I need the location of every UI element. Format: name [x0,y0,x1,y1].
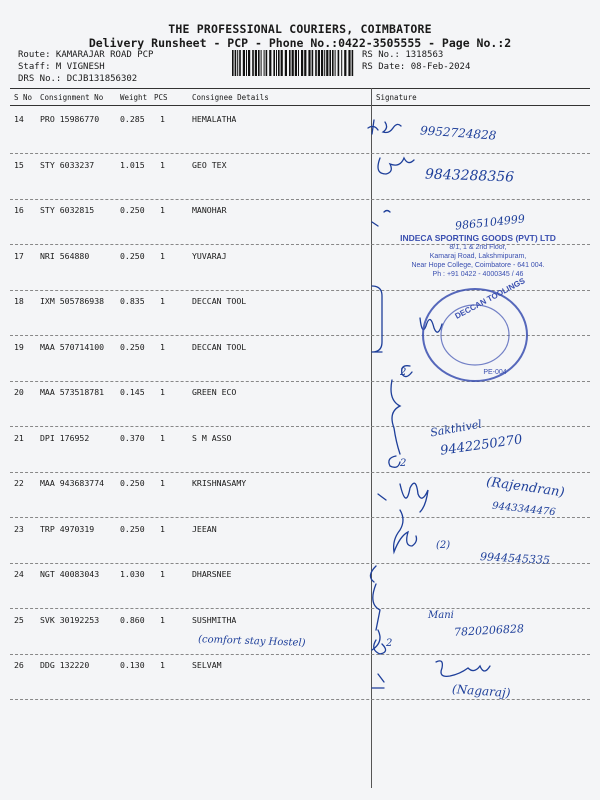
sno-cell: 19 [14,341,24,352]
hw-row21-name: Sakthivel [429,417,483,440]
hw-row25-name: Mani [428,610,454,621]
consignee-cell: MANOHAR [192,205,227,215]
stamp-address-line1: 8/1, 1 & 2nd Floor, [449,244,507,251]
sno-cell: 24 [14,569,24,579]
runsheet-subtitle: Delivery Runsheet - PCP - Phone No.:0422-3505555 - Page No.:2 [88,36,512,50]
pcs-cell: 1 [160,660,165,670]
weight-cell: 1.015 [120,159,145,170]
sno-cell: 23 [14,523,24,534]
sno-cell: 17 [14,250,24,261]
hw-row22-phone: 9443344476 [491,500,557,519]
weight-cell: 0.250 [120,523,145,534]
rs-number: RS No.: 1318563 [362,50,444,60]
consignee-cell: DHARSNEE [192,569,232,579]
consignment-cell: STY 6032815 [40,205,95,215]
consignee-cell: HEMALATHA [192,114,237,124]
weight-cell: 0.285 [120,114,145,124]
consignment-cell: PRO 15986770 [40,114,100,124]
seal-code: PE-004 [483,369,507,376]
table-top-rule [10,88,590,89]
col-header-weight: Weight [120,93,148,102]
sno-cell: 15 [14,159,24,170]
pcs-cell: 1 [160,205,165,215]
consignee-cell: YUVARAJ [192,250,227,261]
weight-cell: 0.145 [120,387,145,397]
consignee-cell: GREEN ECO [192,387,237,397]
rs-date: RS Date: 08-Feb-2024 [362,62,471,72]
sno-cell: 18 [14,296,24,306]
col-header-consignee: Consignee Details [192,93,269,102]
consignee-cell: JEEAN [192,523,217,534]
hw-row26-name: (Nagaraj) [451,681,511,701]
address-stamp [378,234,578,279]
weight-cell: 0.860 [120,614,145,625]
sno-cell: 25 [14,614,24,625]
sno-cell: 26 [14,660,24,670]
hw-row22-name: (Rajendran) [485,474,566,501]
barcode-icon [232,50,354,76]
table-header-rule [10,105,590,106]
table-row [10,563,590,609]
pcs-cell: 1 [160,341,165,352]
consignee-cell: DECCAN TOOL [192,341,247,352]
consignment-cell: NGT 40083043 [40,569,100,579]
sno-cell: 16 [14,205,24,215]
sno-cell: 14 [14,114,24,124]
staff-label: Staff: M VIGNESH [18,62,105,72]
pcs-cell: 1 [160,523,165,534]
consignee-cell: SELVAM [192,660,222,670]
consignment-cell: MAA 943683774 [40,478,105,488]
seal-company-name: DECCAN TOOLINGS [453,276,527,321]
weight-cell: 0.370 [120,432,145,443]
col-header-pcs: PCS [154,93,168,102]
consignee-cell: S M ASSO [192,432,232,443]
consignment-cell: MAA 573518781 [40,387,105,397]
pcs-cell: 1 [160,114,165,124]
stamp-address-line3: Near Hope College, Coimbatore - 641 004. [411,262,545,269]
weight-cell: 0.250 [120,205,145,215]
weight-cell: 0.130 [120,660,145,670]
weight-cell: 0.250 [120,250,145,261]
consignee-cell: KRISHNASAMY [192,478,247,488]
hw-row21-phone: 9442250270 [439,432,524,459]
hw-row20-count: 2 [400,367,407,378]
weight-cell: 0.250 [120,341,145,352]
consignee-cell: DECCAN TOOL [192,296,247,306]
pcs-cell: 1 [160,432,165,443]
stamp-address-line2: Kamaraj Road, Lakshmipuram, [429,253,527,260]
pcs-cell: 1 [160,159,165,170]
company-title: THE PROFESSIONAL COURIERS, COIMBATORE [168,22,432,36]
hw-row23-count: (2) [436,540,451,551]
consignee-cell: GEO TEX [192,159,227,170]
consignment-cell: DPI 176952 [40,432,90,443]
hw-row25-phone: 7820206828 [453,622,525,639]
col-header-consignment: Consignment No [40,93,104,102]
table-row [10,108,590,154]
sno-cell: 20 [14,387,24,397]
hw-row25-note: (comfort stay Hostel) [197,634,306,649]
hw-row15-phone: 9843288356 [424,166,515,186]
pcs-cell: 1 [160,614,165,625]
route-label: Route: KAMARAJAR ROAD PCP [18,50,154,60]
weight-cell: 0.835 [120,296,145,306]
pcs-cell: 1 [160,387,165,397]
pcs-cell: 1 [160,478,165,488]
hw-row25-count: 2 [386,638,393,649]
weight-cell: 0.250 [120,478,145,488]
weight-cell: 1.030 [120,569,145,579]
consignee-cell: SUSHMITHA [192,614,237,625]
hw-row21-count: 2 [400,458,407,469]
sno-cell: 21 [14,432,24,443]
stamp-phone: Ph : +91 0422 - 4000345 / 46 [432,271,524,278]
consignment-cell: MAA 570714100 [40,341,105,352]
consignment-cell: IXM 505786938 [40,296,105,306]
col-header-signature: Signature [376,93,417,102]
hw-row14-phone: 9952724828 [419,123,497,143]
hw-row16-phone: 9865104999 [454,212,526,233]
consignment-cell: DDG 132220 [40,660,90,670]
pcs-cell: 1 [160,569,165,579]
col-header-sno: S No [14,93,33,102]
drs-number: DRS No.: DCJB131856302 [18,74,138,84]
sno-cell: 22 [14,478,24,488]
consignment-cell: STY 6033237 [40,159,95,170]
consignment-cell: NRI 564880 [40,250,90,261]
hw-row23-phone: 9944545335 [479,550,551,567]
consignment-cell: SVK 30192253 [40,614,100,625]
stamp-company-name: INDECA SPORTING GOODS (PVT) LTD [400,233,556,243]
consignment-cell: TRP 4970319 [40,523,95,534]
pcs-cell: 1 [160,250,165,261]
table-row [10,381,590,427]
pcs-cell: 1 [160,296,165,306]
